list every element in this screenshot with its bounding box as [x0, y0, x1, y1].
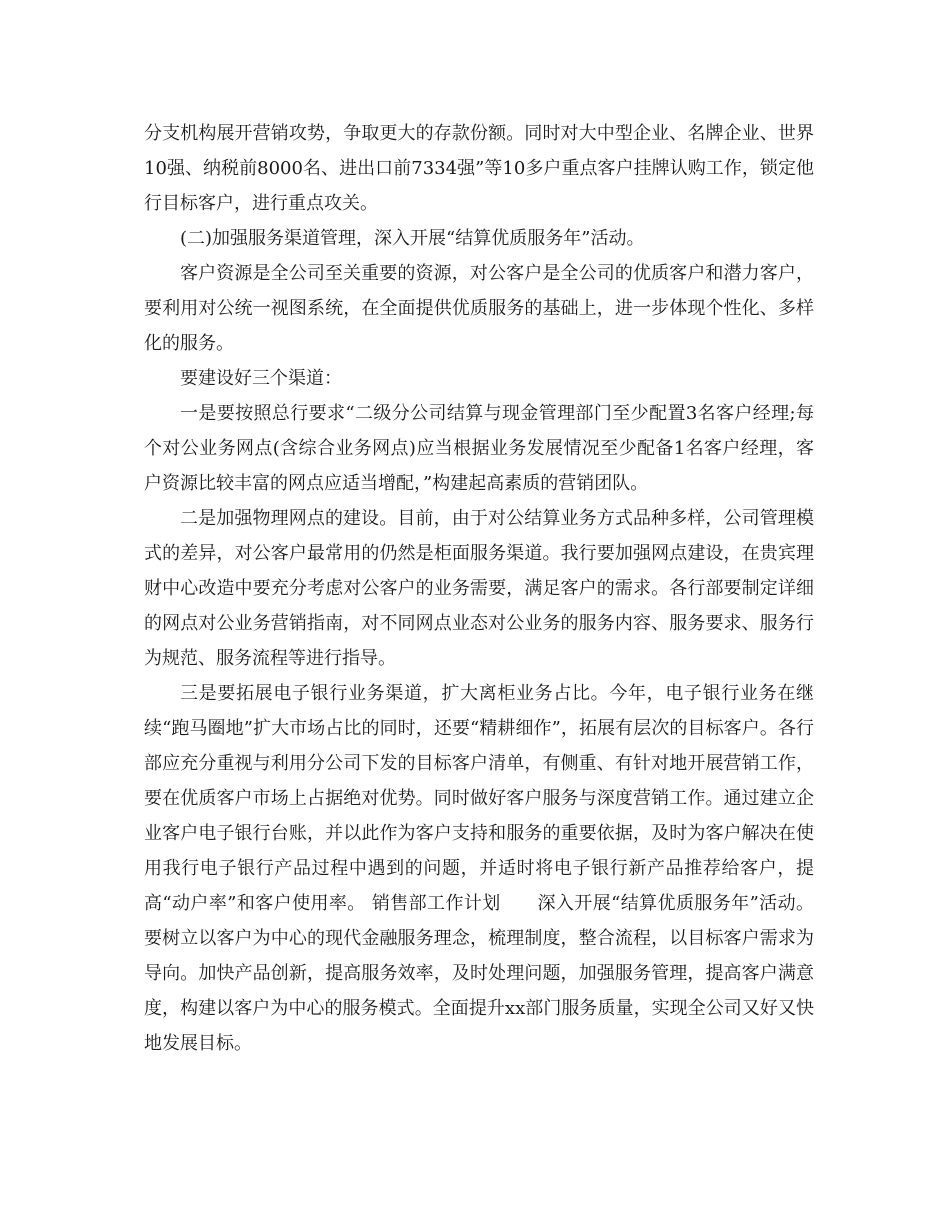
paragraph-channel-one: 一是要按照总行要求“二级分公司结算与现金管理部门至少配置3名客户经理;每个对公业务网点(含综合业务网点)应当根据业务发展情况至少配备1名客户经理，客户资源比较丰富的网点应适当增配，”构建起高素质的营销团队。	[144, 403, 814, 494]
document-body	[144, 116, 814, 1061]
paragraph-continuation: 分支机构展开营销攻势，争取更大的存款份额。同时对大中型企业、名牌企业、世界10强、纳税前8000名、进出口前7334强”等10多户重点客户挂牌认购工作，锁定他行目标客户，进行重点攻关。	[144, 123, 814, 214]
paragraph-channel-three: 三是要拓展电子银行业务渠道，扩大离柜业务占比。今年，电子银行业务在继续“跑马圈地”扩大市场占比的同时，还要“精耕细作”，拓展有层次的目标客户。各行部应充分重视与利用分公司下发的目标客户清单，有侧重、有针对地开展营销工作，要在优质客户市场上占据绝对优势。同时做好客户服务与深度营销工作。通过建立企业客户电子银行台账，并以此作为客户支持和服务的重要依据，及时为客户解决在使用我行电子银行产品过程中遇到的问题，并适时将电子银行新产品推荐给客户，提高“动户率”和客户使用率。 销售部工作计划 深入开展“结算优质服务年”活动。要树立以客户为中心的现代金融服务理念，梳理制度，整合流程，以目标客户需求为导向。加快产品创新，提高服务效率，及时处理问题，加强服务管理，提高客户满意度，构建以客户为中心的服务模式。全面提升xx部门服务质量，实现全公司又好又快地发展目标。	[144, 683, 814, 1054]
paragraph-three-channels: 要建设好三个渠道：	[180, 368, 342, 389]
paragraph-section-heading: (二)加强服务渠道管理，深入开展“结算优质服务年”活动。	[180, 228, 645, 249]
paragraph-customer-resources: 客户资源是全公司至关重要的资源，对公客户是全公司的优质客户和潜力客户，要利用对公统一视图系统，在全面提供优质服务的基础上，进一步体现个性化、多样化的服务。	[144, 263, 814, 354]
paragraph-channel-two: 二是加强物理网点的建设。目前，由于对公结算业务方式品种多样，公司管理模式的差异，对公客户最常用的仍然是柜面服务渠道。我行要加强网点建设，在贵宾理财中心改造中要充分考虑对公客户的业务需要，满足客户的需求。各行部要制定详细的网点对公业务营销指南，对不同网点业态对公业务的服务内容、服务要求、服务行为规范、服务流程等进行指导。	[144, 508, 814, 669]
